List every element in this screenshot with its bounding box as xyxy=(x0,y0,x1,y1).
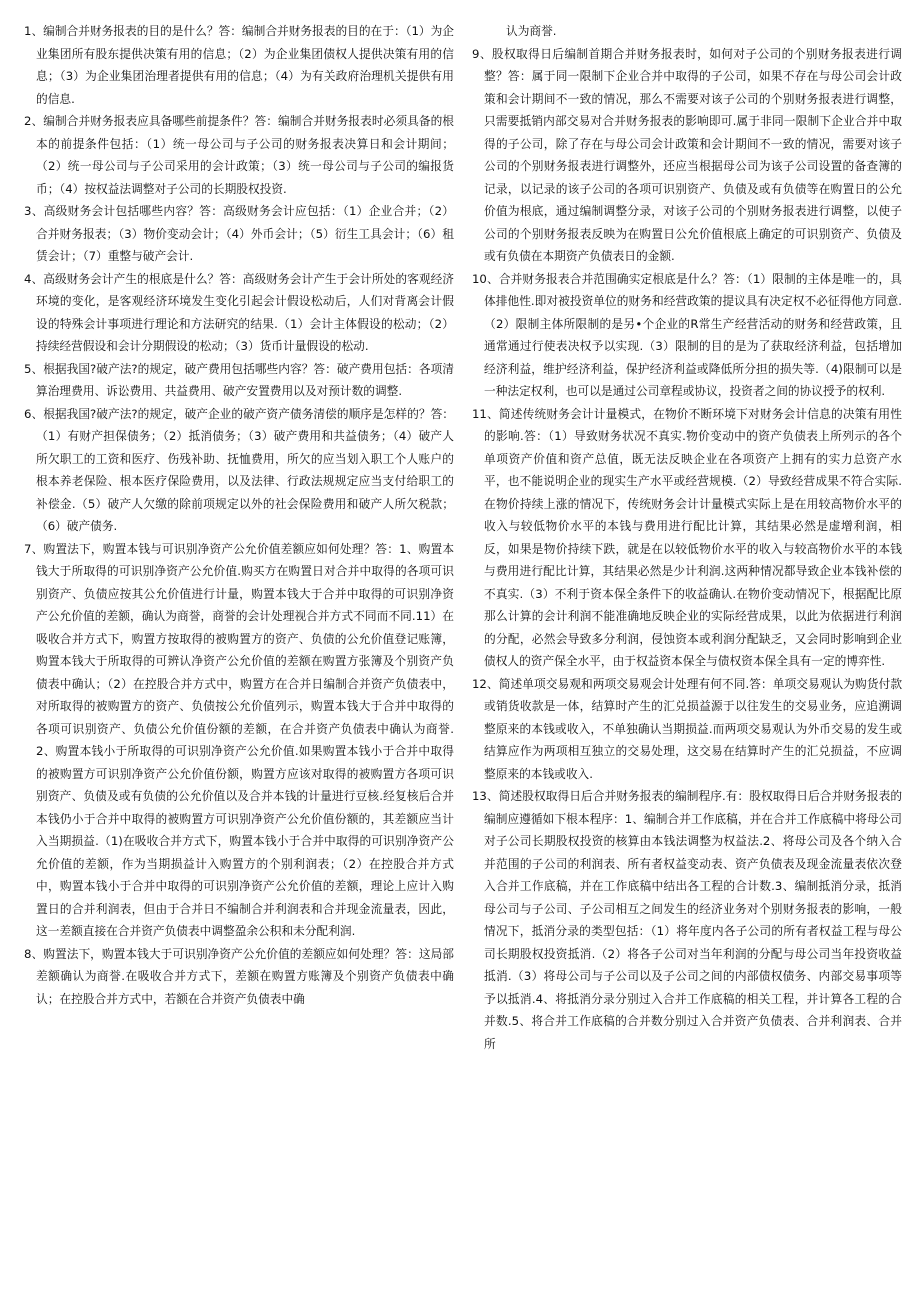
question-text: 高级财务会计产生的根底是什么？答：高级财务会计产生于会计所处的客观经济环境的变化，是客观经济环境发生变化引起会计假设松动后，人们对背离会计假设的特殊会计事项进行理论和方法研究的结果.（1）会计主体假设的松动；（2）持续经营假设和会计分期假设的松动；（3）货币计量假设的松动. xyxy=(36,271,454,353)
question-10 xyxy=(472,268,902,403)
question-4 xyxy=(24,268,454,358)
question-9 xyxy=(472,43,902,268)
question-text: 简述传统财务会计计量模式，在物价不断环境下对财务会计信息的决策有用性的影响.答：（1）导致财务状况不真实.物价变动中的资产负债表上所列示的各个单项资产价值和资产总值，既无法反映企业在各项资产上拥有的实力总资产水平，也不能说明企业的现实生产水平或经营规模.（2）导致经营成果不符合实际.在物价持续上涨的情况下，传统财务会计计量模式实际上是在用较高物价水平的收入与较低物价水平的本钱与费用进行配比计算，其结果必然是虚增利润，相反，如果是物价持续下跌，就是在以较低物价水平的收入与较高物价水平的本钱与费用进行配比计算，其结果必然是少计利润.这两种情况都导致企业本钱补偿的不真实.（3）不利于资本保全条件下的收益确认.在物价变动情况下，根据配比原那么计算的会计利润不能准确地反映企业的实际经营成果，以此为依据进行利润的分配，必然会导致多分利润，侵蚀资本或利润分配缺乏，又会同时影响到企业债权人的资产保全水平，由于权益资本保全与债权资本保全具有一定的博弈性. xyxy=(484,406,902,668)
right-column xyxy=(472,20,902,1291)
question-number: 7、 xyxy=(24,541,44,556)
question-text: 股权取得日后编制首期合并财务报表时，如何对子公司的个别财务报表进行调整？答：属于同一限制下企业合并中取得的子公司，如果不存在与母公司会计政策和会计期间不一致的情况，那么不需要对该子公司的个别财务报表进行调整，只需要抵销内部交易对合并财务报表的影响即可.属于非同一限制下企业合并中取得的子公司，除了存在与母公司会计政策和会计期间不一致的情况，需要对该子公司的个别财务报表进行调整外，还应当根据母公司为该子公司设置的备查簿的记录，以记录的该子公司的各项可识别资产、负债及或有负债等在购置日的公允价值为根底，通过编制调整分录，对该子公司的个别财务报表进行调整，以使子公司的个别财务报表反映为在购置日公允价值根底上确定的可识别资产、负债及或有负债在本期资产负债表日的金额. xyxy=(484,46,902,263)
question-13 xyxy=(472,785,902,1055)
question-number: 8、 xyxy=(24,946,44,961)
question-text: 编制合并财务报表应具备哪些前提条件？答：编制合并财务报表时必须具备的根本的前提条件包括：（1）统一母公司与子公司的财务报表决算日和会计期间；（2）统一母公司与子公司采用的会计政策；（3）统一母公司与子公司的编报货币；（4）按权益法调整对子公司的长期股权投资. xyxy=(36,114,454,196)
question-text: 认为商誉. xyxy=(506,24,557,38)
question-3 xyxy=(24,200,454,268)
question-text: 购置法下，购置本钱大于可识别净资产公允价值的差额应如何处理？答：这局部差额确认为商誉.在吸收合并方式下，差额在购置方账簿及个别资产负债表中确认；在控股合并方式中，若额在合并资产负债表中确 xyxy=(36,946,454,1006)
question-number: 6、 xyxy=(24,406,44,421)
question-5 xyxy=(24,358,454,403)
question-number: 4、 xyxy=(24,271,44,286)
question-11 xyxy=(472,403,902,673)
question-number: 10、 xyxy=(472,271,499,286)
question-text: 简述股权取得日后合并财务报表的编制程序.有：股权取得日后合并财务报表的编制应遵循如下根本程序：1、编制合并工作底稿，并在合并工作底稿中将母公司对子公司长期股权投资的核算由本钱法调整为权益法.2、将母公司及各个纳入合并范围的子公司的利润表、所有者权益变动表、资产负债表及现金流量表依次登入合并工作底稿，并在工作底稿中结出各工程的合计数.3、编制抵消分录，抵消母公司与子公司、子公司相互之间发生的经济业务对个别财务报表的影响，一般情况下，抵消分录的类型包括：（1）将年度内各子公司的所有者权益工程与母公司长期股权投资抵消.（2）将各子公司对当年利润的分配与母公司当年投资收益抵消.（3）将母公司与子公司以及子公司之间的内部债权债务、内部交易事项等予以抵消.4、将抵消分录分别过入合并工作底稿的相关工程，并计算各工程的合并数.5、将合并工作底稿的合并数分别过入合并资产负债表、合并利润表、合并所 xyxy=(484,789,902,1051)
question-6 xyxy=(24,403,454,538)
question-text: 根据我国?破产法?的规定，破产费用包括哪些内容？答：破产费用包括：各项清算治理费用、诉讼费用、共益费用、破产安置费用以及对预计数的调整. xyxy=(36,361,454,398)
question-number: 2、 xyxy=(24,114,44,128)
question-number: 3、 xyxy=(24,204,44,218)
question-text: 根据我国?破产法?的规定，破产企业的破产资产债务清偿的顺序是怎样的？答：（1）有财产担保债务；（2）抵消债务；（3）破产费用和共益债务；（4）破产人所欠职工的工资和医疗、伤残补助、抚恤费用，所欠的应当划入职工个人账户的根本养老保险、根本医疗保险费用，以及法律、行政法规规定应当支付给职工的补偿金.（5）破产人欠缴的除前项规定以外的社会保险费用和破产人所欠税款；（6）破产债务. xyxy=(36,406,454,533)
question-1 xyxy=(24,20,454,110)
question-number: 11、 xyxy=(472,406,499,421)
question-number: 12、 xyxy=(472,676,499,691)
question-number: 1、 xyxy=(24,24,44,38)
question-text: 编制合并财务报表的目的是什么？答：编制合并财务报表的目的在于：（1）为企业集团所有股东提供决策有用的信息；（2）为企业集团债权人提供决策有用的信息；（3）为企业集团治理者提供有用的信息；（4）为有关政府治理机关提供有用的信息. xyxy=(36,24,454,106)
question-7 xyxy=(24,538,454,943)
left-column xyxy=(24,20,454,1291)
question-number: 5、 xyxy=(24,361,44,376)
question-8-continued xyxy=(472,20,902,43)
question-8 xyxy=(24,943,454,1011)
question-12 xyxy=(472,673,902,786)
question-text: 购置法下，购置本钱与可识别净资产公允价值差额应如何处理？答：1、购置本钱大于所取得的可识别净资产公允价值.购买方在购置日对合并中取得的各项可识别资产、负债应按其公允价值进行计量，购置本钱大于合并中取得的可识别净资产公允价值的差额，确认为商誉，商誉的会计处理视合并方式不同而不同.11）在吸收合并方式下，购置方按取得的被购置方的资产、负债的公允价值登记账簿，购置本钱大于所取得的可辨认净资产公允价值的差额在购置方张簿及个别资产负债表中确认；（2）在控股合并方式中，购置方在合并日编制合并资产负债表中，对所取得的被购置方的资产、负债按公允价值列示，购置本钱大于合并中取得的各项可识别资产、负债公允价值份额的差额，在合并资产负债表中确认为商誉.2、购置本钱小于所取得的可识别净资产公允价值.如果购置本钱小于合并中取得的被购置方可识别净资产公允价值份额，购置方应该对取得的被购置方各项可识别资产、负债及或有负债的公允价值以及合并本钱的计量进行豆核.经复核后合并本钱仍小于合并中取得的被购置方可识别净资产公允价值份额的，其差额应当计入当期损益.（1)在吸收合并方式下，购置本钱小于合并中取得的可识别净资产公允价值的差额，作为当期损益计入购置方的个别利润表；（2）在控股合并方式中，购置本钱小于合并中取得的可识别净资产公允价值的差额，理论上应计入购置日的合并利润表，但由于合并日不编制合并利润表和合并现金流量表，因此，这一差额直接在合并资产负债表中调整盈余公积和未分配利润. xyxy=(36,541,454,938)
question-number: 13、 xyxy=(472,789,499,803)
question-number: 9、 xyxy=(472,46,492,61)
question-text: 合并财务报表合并范围确实定根底是什么？答：（1）限制的主体是唯一的，具体排他性.即对被投资单位的财务和经营政策的提议具有决定权不必征得他方同意.（2）限制主体所限制的是另•个企业的R常生产经营活动的财务和经营政策，且通常通过行使表决权予以实现.（3）限制的目的是为了获取经济利益，包括增加经济利益，维护经济利益，保护经济利益或降低所分担的损失等.（4)限制可以是一种法定权利，也可以是通过公司章程或协议，投资者之间的协议授予的权利. xyxy=(484,271,902,398)
question-2 xyxy=(24,110,454,200)
question-text: 高级财务会计包括哪些内容？答：高级财务会计应包括：（1）企业合并；（2）合并财务报表；（3）物价变动会计；（4）外币会计；（5）衍生工具会计；（6）租赁会计；（7）重整与破产会计. xyxy=(36,204,454,263)
question-text: 简述单项交易观和两项交易观会计处理有何不同.答：单项交易观认为购货付款或销货收款是一体，结算时产生的汇兑损益源于以往发生的交易业务，应追溯调整原来的本钱或收入，不单独确认当期损益.而两项交易观认为外币交易的发生或结算应作为两项相互独立的交易处理，这交易在结算时产生的汇兑损益，不应调整原来的本钱或收入. xyxy=(484,676,902,781)
